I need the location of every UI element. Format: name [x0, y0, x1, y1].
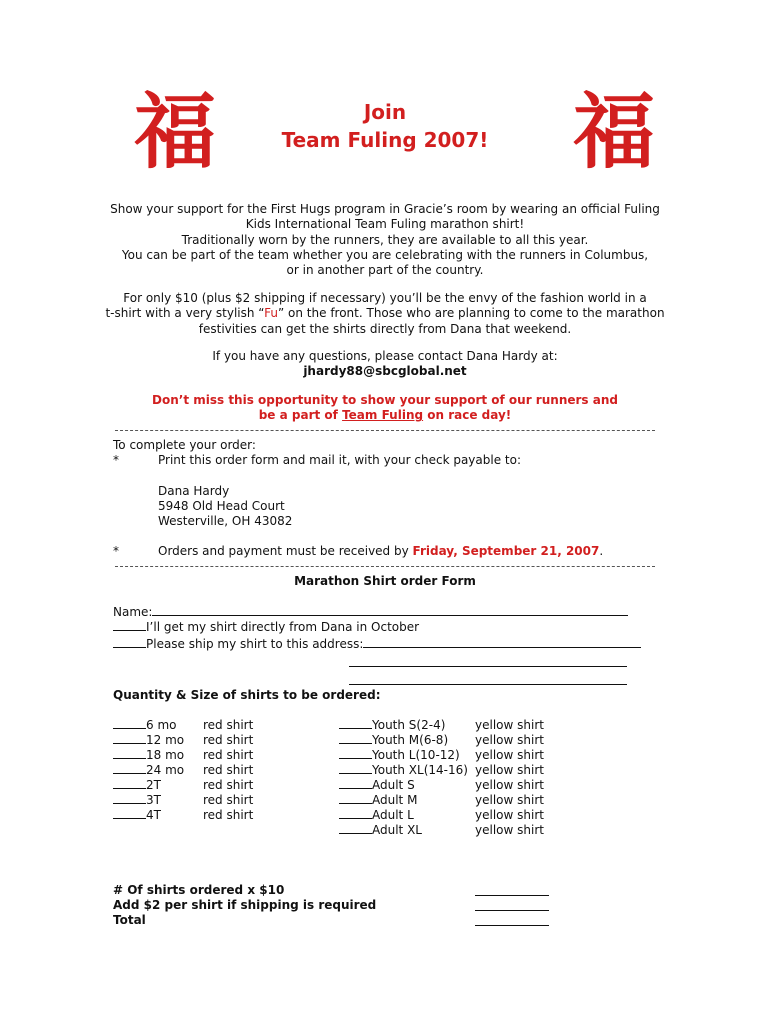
total-field[interactable] — [475, 925, 549, 926]
ship-option — [113, 636, 641, 652]
color-label: red shirt — [203, 808, 254, 822]
callout-text: on race day! — [423, 408, 512, 423]
pickup-label: I’ll get my shirt directly from Dana in October — [146, 620, 420, 634]
pricing-text: t-shirt with a very stylish “ — [105, 306, 265, 321]
size-label: 4T — [146, 808, 161, 822]
pricing-line: For only $10 (plus $2 shipping if necessary) you’ll be the envy of the fashion world in a — [123, 291, 647, 305]
step-print: Print this order form and mail it, with your check payable to: — [158, 453, 521, 467]
size-label: Youth L(10-12) — [372, 748, 460, 762]
deadline-date: Friday, September 21, 2007 — [412, 544, 600, 558]
bullet: * — [113, 453, 119, 467]
intro-line: Traditionally worn by the runners, they are available to all this year. — [181, 232, 589, 247]
qty-blank[interactable] — [113, 807, 146, 819]
intro-line: You can be part of the team whether you are celebrating with the runners in Columbus, — [121, 247, 649, 262]
color-label: yellow shirt — [475, 748, 544, 762]
pickup-checkbox[interactable] — [113, 619, 146, 631]
qty-blank[interactable] — [339, 777, 372, 789]
red-row — [113, 732, 253, 748]
qty-blank[interactable] — [339, 717, 372, 729]
qty-blank[interactable] — [113, 792, 146, 804]
red-row — [113, 762, 253, 778]
title-line-team: Team Fuling 2007! — [281, 128, 489, 152]
qty-blank[interactable] — [339, 732, 372, 744]
qty-blank[interactable] — [339, 792, 372, 804]
ship-checkbox[interactable] — [113, 636, 146, 648]
callout-text: be a part of — [258, 408, 343, 423]
qty-blank[interactable] — [113, 777, 146, 789]
color-label: yellow shirt — [475, 808, 544, 822]
intro-line: or in another part of the country. — [286, 263, 484, 278]
address-name: Dana Hardy — [158, 484, 230, 498]
yellow-row — [339, 717, 544, 733]
form-title: Marathon Shirt order Form — [294, 574, 476, 588]
size-label: 3T — [146, 793, 161, 807]
shirt-count-label: # Of shirts ordered x $10 — [113, 883, 285, 897]
red-row — [113, 717, 253, 733]
yellow-row — [339, 747, 544, 763]
qty-blank[interactable] — [113, 717, 146, 729]
red-row — [113, 792, 253, 808]
qty-blank[interactable] — [339, 822, 372, 834]
color-label: red shirt — [203, 763, 254, 777]
address-field[interactable] — [349, 666, 627, 667]
size-label: Youth M(6-8) — [372, 733, 449, 747]
size-label: Youth XL(14-16) — [372, 763, 468, 777]
fu-character-logo-right: 福 — [572, 84, 655, 180]
color-label: yellow shirt — [475, 733, 544, 747]
size-label: Adult L — [372, 808, 414, 822]
size-label: Youth S(2-4) — [372, 718, 446, 732]
color-label: yellow shirt — [475, 793, 544, 807]
contact-line: If you have any questions, please contact Dana Hardy at: — [212, 349, 558, 363]
address-city: Westerville, OH 43082 — [158, 514, 293, 528]
yellow-row — [339, 792, 544, 808]
qty-blank[interactable] — [339, 807, 372, 819]
address-street: 5948 Old Head Court — [158, 499, 285, 513]
qty-blank[interactable] — [113, 762, 146, 774]
address-field[interactable] — [363, 636, 641, 648]
qty-blank[interactable] — [339, 762, 372, 774]
fu-highlight: Fu — [264, 306, 279, 321]
name-label: Name: — [113, 605, 153, 619]
red-row — [113, 777, 253, 793]
page-title — [0, 98, 770, 154]
yellow-row — [339, 822, 544, 838]
pickup-option — [113, 619, 419, 635]
size-label: Adult M — [372, 793, 418, 807]
callout-line — [100, 408, 670, 423]
callout-line: Don’t miss this opportunity to show your support of our runners and — [152, 393, 618, 407]
team-fuling-link[interactable]: Team Fuling — [342, 408, 424, 423]
red-row — [113, 747, 253, 763]
total-label: Total — [113, 913, 146, 927]
size-label: 6 mo — [146, 718, 177, 732]
size-label: Adult XL — [372, 823, 422, 837]
address-field[interactable] — [349, 684, 627, 685]
color-label: yellow shirt — [475, 718, 544, 732]
qty-blank[interactable] — [113, 732, 146, 744]
yellow-row — [339, 762, 544, 778]
divider — [115, 430, 655, 431]
color-label: yellow shirt — [475, 778, 544, 792]
color-label: yellow shirt — [475, 763, 544, 777]
yellow-row — [339, 777, 544, 793]
size-label: 18 mo — [146, 748, 185, 762]
qty-blank[interactable] — [339, 747, 372, 759]
color-label: red shirt — [203, 733, 254, 747]
contact-paragraph — [100, 349, 670, 380]
intro-line: Show your support for the First Hugs program in Gracie’s room by wearing an official Fuling — [110, 202, 660, 216]
callout-paragraph — [100, 393, 670, 424]
size-label: Adult S — [372, 778, 415, 792]
deadline-text: . — [599, 544, 604, 558]
shirt-count-field[interactable] — [475, 895, 549, 896]
deadline-text: Orders and payment must be received by — [158, 544, 413, 558]
red-row — [113, 807, 253, 823]
yellow-row — [339, 807, 544, 823]
size-label: 24 mo — [146, 763, 185, 777]
ship-label: Please ship my shirt to this address: — [146, 637, 364, 651]
name-row — [113, 604, 628, 620]
bullet: * — [113, 544, 119, 558]
divider — [115, 566, 655, 567]
quantity-heading: Quantity & Size of shirts to be ordered: — [113, 688, 381, 702]
pricing-line: festivities can get the shirts directly from Dana that weekend. — [198, 321, 572, 336]
color-label: red shirt — [203, 748, 254, 762]
color-label: red shirt — [203, 718, 254, 732]
contact-email[interactable]: jhardy88@sbcglobal.net — [303, 364, 467, 379]
pricing-text: ” on the front. Those who are planning to come to the marathon — [278, 306, 665, 321]
color-label: yellow shirt — [475, 823, 544, 837]
step-deadline — [158, 544, 603, 559]
size-label: 2T — [146, 778, 161, 792]
color-label: red shirt — [203, 793, 254, 807]
instructions-heading: To complete your order: — [113, 438, 256, 452]
name-field[interactable] — [152, 604, 628, 616]
size-label: 12 mo — [146, 733, 185, 747]
title-line-join: Join — [363, 100, 407, 124]
shipping-label: Add $2 per shirt if shipping is required — [113, 898, 377, 912]
intro-paragraph — [100, 202, 670, 278]
shipping-field[interactable] — [475, 910, 549, 911]
pricing-paragraph — [100, 291, 670, 337]
intro-line: Kids International Team Fuling marathon shirt! — [245, 217, 525, 232]
fu-character-logo-left: 福 — [133, 84, 216, 180]
color-label: red shirt — [203, 778, 254, 792]
pricing-line — [100, 306, 670, 321]
qty-blank[interactable] — [113, 747, 146, 759]
yellow-row — [339, 732, 544, 748]
